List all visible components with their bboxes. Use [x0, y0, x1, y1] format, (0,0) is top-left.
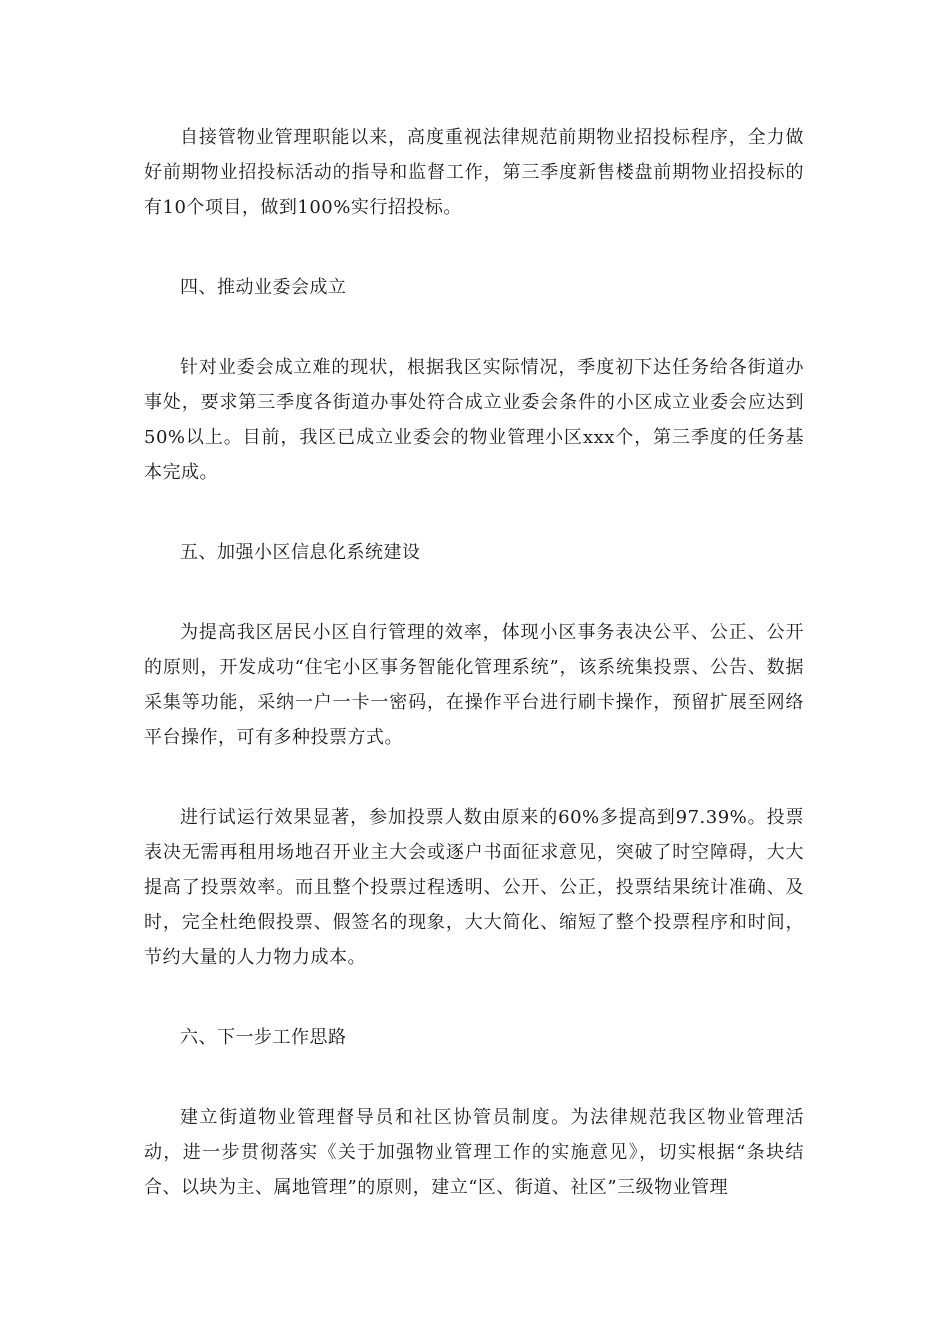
paragraph-gap: [144, 490, 804, 535]
paragraph-bidding: 自接管物业管理职能以来，高度重视法律规范前期物业招投标程序，全力做好前期物业招投标活动的指导和监督工作，第三季度新售楼盘前期物业招投标的有10个项目，做到100%实行招投标。: [144, 127, 804, 218]
heading-section-6: 六、下一步工作思路: [180, 1027, 347, 1048]
paragraph-gap: [144, 570, 804, 615]
paragraph-gap: [144, 1055, 804, 1100]
paragraph-gap: [144, 305, 804, 350]
document-body: [144, 120, 804, 1205]
paragraph-owners-committee: 针对业委会成立难的现状，根据我区实际情况，季度初下达任务给各街道办事处，要求第三季度各街道办事处符合成立业委会条件的小区成立业委会应达到50%以上。目前，我区已成立业委会的物业管理小区xxx个，第三季度的任务基本完成。: [144, 357, 804, 483]
paragraph-next-steps: 建立街道物业管理督导员和社区协管员制度。为法律规范我区物业管理活动，进一步贯彻落实《关于加强物业管理工作的实施意见》，切实根据“条块结合、以块为主、属地管理”的原则，建立“区、街道、社区”三级物业管理: [144, 1107, 804, 1198]
paragraph-gap: [144, 225, 804, 270]
heading-section-4: 四、推动业委会成立: [180, 277, 347, 298]
heading-section-5: 五、加强小区信息化系统建设: [180, 542, 421, 563]
paragraph-gap: [144, 755, 804, 800]
paragraph-info-system: 为提高我区居民小区自行管理的效率，体现小区事务表决公平、公正、公开的原则，开发成功“住宅小区事务智能化管理系统”，该系统集投票、公告、数据采集等功能，采纳一户一卡一密码，在操作平台进行刷卡操作，预留扩展至网络平台操作，可有多种投票方式。: [144, 622, 804, 748]
paragraph-trial-results: 进行试运行效果显著，参加投票人数由原来的60%多提高到97.39%。投票表决无需再租用场地召开业主大会或逐户书面征求意见，突破了时空障碍，大大提高了投票效率。而且整个投票过程透明、公开、公正，投票结果统计准确、及时，完全杜绝假投票、假签名的现象，大大简化、缩短了整个投票程序和时间，节约大量的人力物力成本。: [144, 807, 804, 968]
paragraph-gap: [144, 975, 804, 1020]
